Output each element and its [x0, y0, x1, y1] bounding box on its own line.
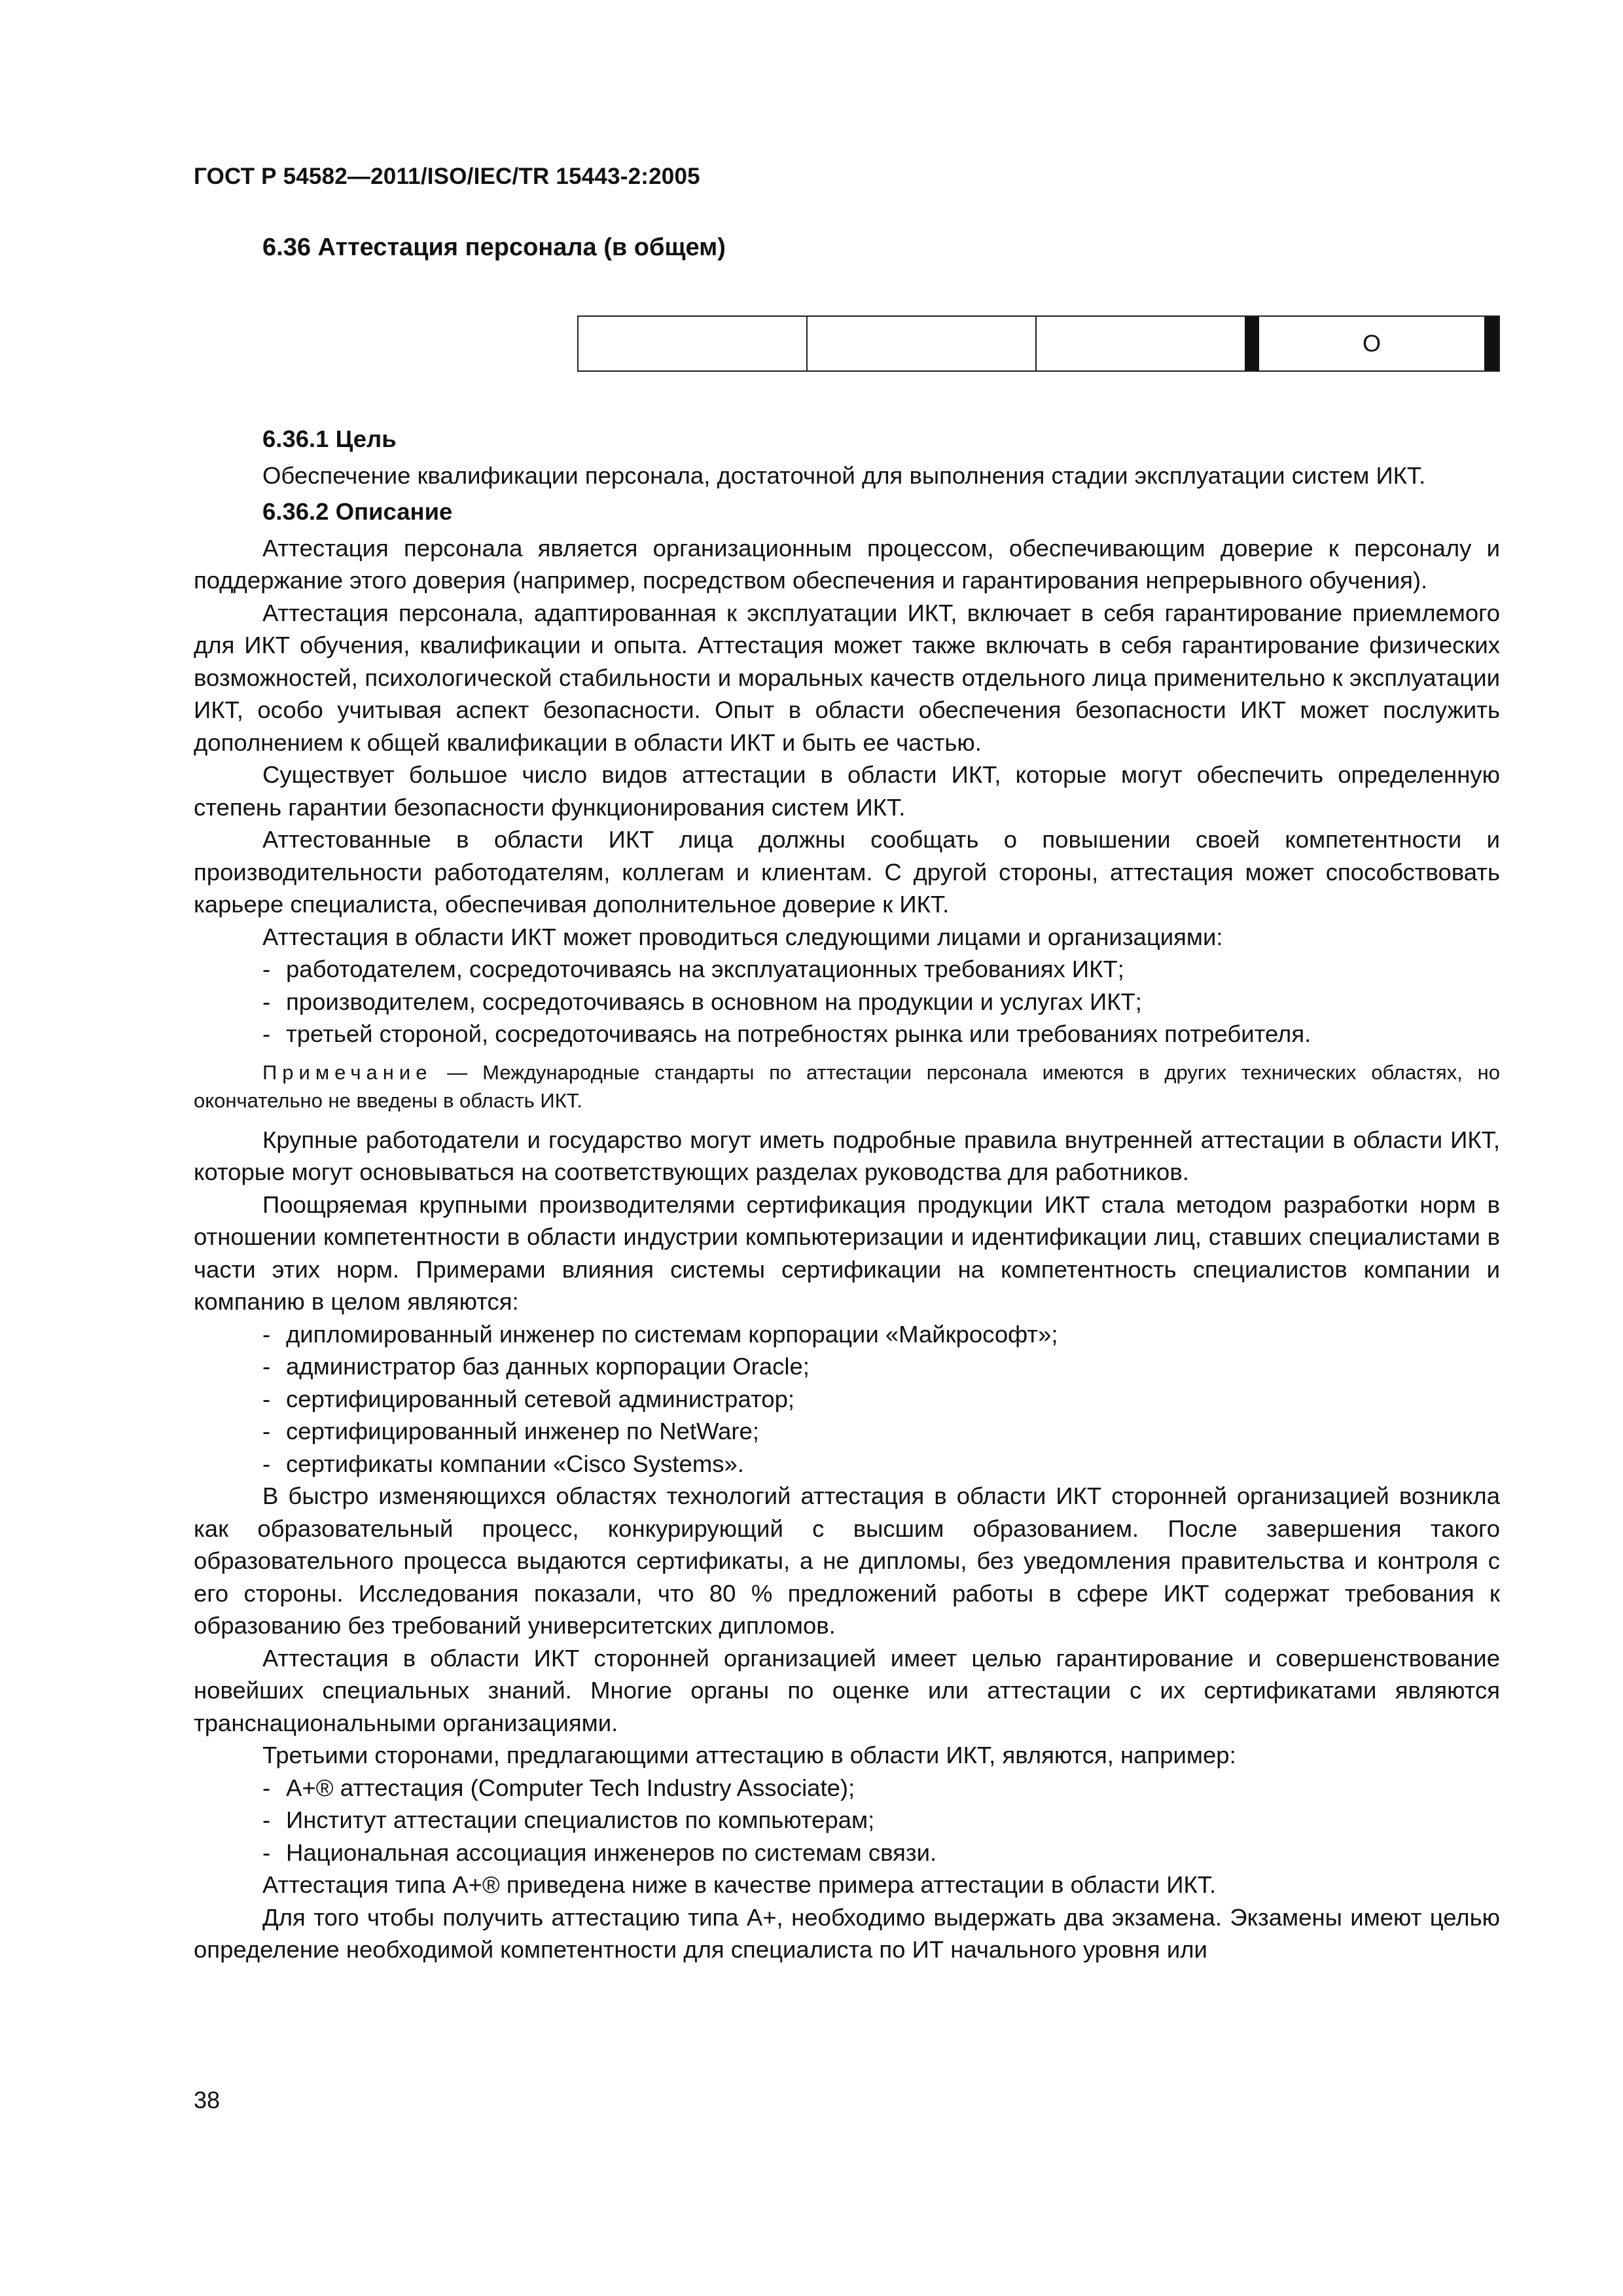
list-item-text: А+® аттестация (Computer Tech Industry Associate); — [286, 1774, 855, 1801]
list-item: - сертифицированный сетевой администратор; — [262, 1385, 795, 1412]
paragraph: Аттестованные в области ИКТ лица должны сообщать о повышении своей компетентности и производительности работодателям, коллегам и клиентам. С другой стороны, аттестация может способствовать карьере специалиста, обеспечивая дополнительное доверие к ИКТ. — [194, 826, 1500, 918]
paragraph: В быстро изменяющихся областях технологий аттестация в области ИКТ сторонней организацией возникла как образовательный процесс, конкурирующий с высшим образованием. После завершения такого образовательного процесса выдаются сертификаты, а не дипломы, без уведомления правительства и контроля с его стороны. Исследования показали, что 80 % предложений работы в сфере ИКТ содержат требования к образованию без требований университетских дипломов. — [194, 1482, 1500, 1639]
list-item-text: сертифицированный инженер по NetWare; — [286, 1418, 759, 1444]
document-header: ГОСТ Р 54582—2011/ISO/IEC/TR 15443-2:2005 — [194, 164, 700, 189]
list-item: - Национальная ассоциация инженеров по системам связи. — [262, 1839, 937, 1866]
list-item-text: администратор баз данных корпорации Oracle; — [286, 1353, 810, 1380]
list-item: - производителем, сосредоточиваясь в основном на продукции и услугах ИКТ; — [262, 988, 1142, 1015]
list-item-text: Институт аттестации специалистов по компьютерам; — [286, 1806, 875, 1833]
list-item-text: работодателем, сосредоточиваясь на эксплуатационных требованиях ИКТ; — [286, 956, 1124, 982]
paragraph: Аттестация персонала, адаптированная к эксплуатации ИКТ, включает в себя гарантирование приемлемого для ИКТ обучения, квалификации и опыта. Аттестация может также включать в себя гарантирование физических возможностей, психологической стабильности и моральных качеств отдельного лица применительно к эксплуатации ИКТ, особо учитывая аспект безопасности. Опыт в области обеспечения безопасности ИКТ может послужить дополнением к общей квалификации в области ИКТ и быть ее частью. — [194, 599, 1500, 756]
list-item: - сертификаты компании «Cisco Systems». — [262, 1450, 744, 1477]
subsection-heading: 6.36.2 Описание — [262, 498, 453, 525]
note-text: — Международные стандарты по аттестации персонала имеются в других технических областях, но окончательно не введены в область ИКТ. — [194, 1060, 1501, 1112]
table-cell-4: О — [1259, 317, 1499, 370]
paragraph: Существует большое число видов аттестации в области ИКТ, которые могут обеспечить определенную степень гарантии безопасности функционирования систем ИКТ. — [194, 761, 1500, 821]
list-item-text: третьей стороной, сосредоточиваясь на потребностях рынка или требованиях потребителя. — [286, 1020, 1311, 1047]
paragraph: Аттестация персонала является организационным процессом, обеспечивающим доверие к персоналу и поддержание этого доверия (например, посредством обеспечения и гарантирования непрерывного обучения). — [194, 534, 1500, 594]
note — [194, 1058, 1500, 1115]
paragraph: Для того чтобы получить аттестацию типа А+, необходимо выдержать два экзамена. Экзамены имеют целью определение необходимой компетентности для специалиста по ИТ начального уровня или — [194, 1903, 1500, 1963]
subsection-heading: 6.36.1 Цель — [262, 425, 397, 452]
list-item-text: сертификаты компании «Cisco Systems». — [286, 1450, 744, 1477]
list-item: - сертифицированный инженер по NetWare; — [262, 1418, 759, 1444]
paragraph: Аттестация типа А+® приведена ниже в качестве примера аттестации в области ИКТ. — [262, 1871, 1217, 1898]
list-item: - А+® аттестация (Computer Tech Industry Associate); — [262, 1774, 855, 1801]
section-title: 6.36 Аттестация персонала (в общем) — [262, 234, 726, 261]
table-cell-3 — [1037, 317, 1259, 370]
list-item: - администратор баз данных корпорации Oracle; — [262, 1353, 810, 1380]
paragraph: Обеспечение квалификации персонала, достаточной для выполнения стадии эксплуатации систем ИКТ. — [262, 461, 1426, 489]
list-item-text: сертифицированный сетевой администратор; — [286, 1385, 795, 1412]
table-cell-2 — [808, 317, 1037, 370]
applicability-table — [577, 315, 1500, 372]
list-item-text: Национальная ассоциация инженеров по системам связи. — [286, 1839, 937, 1866]
list-item-text: дипломированный инженер по системам корпорации «Майкрософт»; — [286, 1320, 1058, 1348]
paragraph: Аттестация в области ИКТ может проводиться следующими лицами и организациями: — [262, 923, 1223, 950]
list-item: - Институт аттестации специалистов по компьютерам; — [262, 1806, 875, 1833]
document-body — [194, 419, 1500, 1966]
paragraph: Крупные работодатели и государство могут иметь подробные правила внутренней аттестации в области ИКТ, которые могут основываться на соответствующих разделах руководства для работников. — [194, 1126, 1500, 1185]
paragraph: Аттестация в области ИКТ сторонней организацией имеет целью гарантирование и совершенствование новейших специальных знаний. Многие органы по оценке или аттестации с их сертификатами являются транснациональными организациями. — [194, 1644, 1500, 1736]
note-label: Примечание — [262, 1060, 433, 1084]
paragraph: Третьими сторонами, предлагающими аттестацию в области ИКТ, являются, например: — [262, 1742, 1236, 1768]
list-item: - дипломированный инженер по системам корпорации «Майкрософт»; — [262, 1320, 1058, 1348]
list-item: - работодателем, сосредоточиваясь на эксплуатационных требованиях ИКТ; — [262, 956, 1124, 982]
table-cell-1 — [579, 317, 808, 370]
page-number: 38 — [194, 2087, 221, 2113]
list-item-text: производителем, сосредоточиваясь в основном на продукции и услугах ИКТ; — [286, 988, 1142, 1015]
paragraph: Поощряемая крупными производителями сертификация продукции ИКТ стала методом разработки норм в отношении компетентности в области индустрии компьютеризации и идентификации лиц, ставших специалистами в части этих норм. Примерами влияния системы сертификации на компетентность специалистов компании и компанию в целом являются: — [194, 1191, 1500, 1315]
list-item: - третьей стороной, сосредоточиваясь на потребностях рынка или требованиях потребителя. — [262, 1020, 1311, 1047]
